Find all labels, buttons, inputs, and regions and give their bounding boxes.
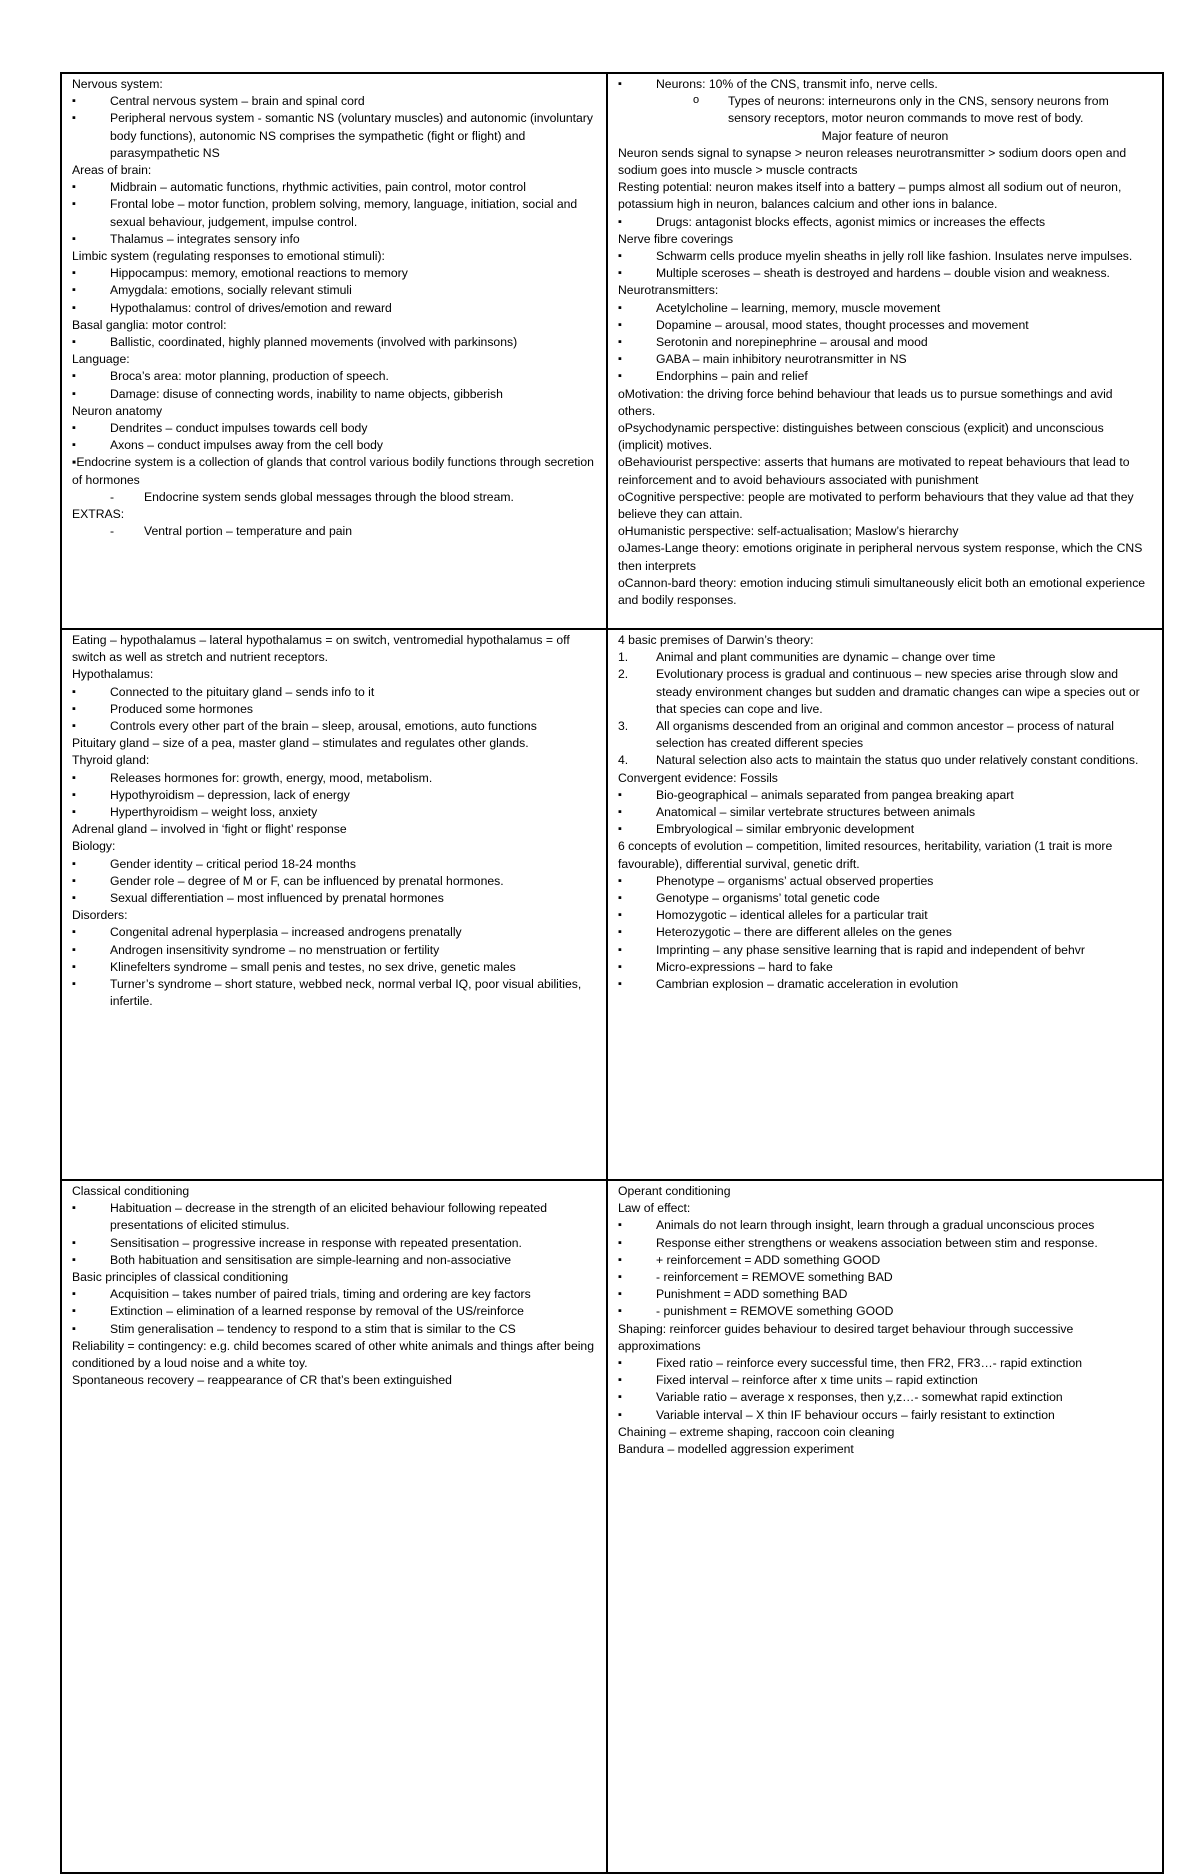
bullet-item bbox=[618, 368, 1152, 385]
bullet-item bbox=[72, 770, 596, 787]
cell-neurons-motivation bbox=[607, 73, 1163, 629]
bullet-item bbox=[72, 300, 596, 317]
note-text: Embryological – similar embryonic development bbox=[656, 822, 915, 837]
note-text: Sensitisation – progressive increase in response with repeated presentation. bbox=[110, 1235, 522, 1250]
note-text: oMotivation: the driving force behind behaviour that leads us to pursue somethings and avid others. bbox=[618, 386, 1113, 418]
note-text: oHumanistic perspective: self-actualisation; Maslow’s hierarchy bbox=[618, 524, 959, 539]
note-text: Genotype – organisms’ total genetic code bbox=[656, 891, 880, 906]
note-heading bbox=[72, 1183, 596, 1200]
note-heading bbox=[72, 735, 596, 752]
note-text: Serotonin and norepinephrine – arousal and mood bbox=[656, 335, 928, 350]
note-text: Neuron anatomy bbox=[72, 403, 163, 418]
item-number: 3. bbox=[618, 719, 629, 734]
note-text: Damage: disuse of connecting words, inability to name objects, gibberish bbox=[110, 386, 503, 401]
item-number: 2. bbox=[618, 667, 629, 682]
note-text: Basic principles of classical conditioning bbox=[72, 1270, 289, 1285]
bullet-item bbox=[618, 1389, 1152, 1406]
numbered-item bbox=[618, 649, 1152, 666]
note-text: 6 concepts of evolution – competition, limited resources, heritability, variation (1 trait is more favourable), differential survival, genetic drift. bbox=[618, 839, 1113, 871]
cell-classical-conditioning bbox=[61, 1180, 607, 1873]
note-text: Major feature of neuron bbox=[821, 128, 949, 143]
note-text: oCannon-bard theory: emotion inducing stimuli simultaneously elicit both an emotional experience and bodily responses. bbox=[618, 575, 1146, 608]
note-heading bbox=[72, 821, 596, 838]
note-text: All organisms descended from an original and common ancestor – process of natural selection has created different species bbox=[656, 719, 1114, 751]
note-text: Variable ratio – average x responses, then y,z…- somewhat rapid extinction bbox=[656, 1390, 1063, 1405]
note-heading bbox=[72, 1338, 596, 1372]
bullet-item bbox=[72, 873, 596, 890]
bullet-item bbox=[618, 907, 1152, 924]
note-text: Hypothalamus: control of drives/emotion and reward bbox=[110, 300, 392, 315]
note-heading bbox=[72, 403, 596, 420]
note-text: Congenital adrenal hyperplasia – increased androgens prenatally bbox=[110, 925, 462, 940]
note-text: Fixed ratio – reinforce every successful time, then FR2, FR3…- rapid extinction bbox=[656, 1356, 1083, 1371]
bullet-item bbox=[618, 1286, 1152, 1303]
note-text: Releases hormones for: growth, energy, mood, metabolism. bbox=[110, 770, 433, 785]
numbered-item bbox=[618, 666, 1152, 718]
note-text: Axons – conduct impulses away from the cell body bbox=[110, 438, 383, 453]
note-text: Areas of brain: bbox=[72, 163, 152, 178]
note-text: Limbic system (regulating responses to emotional stimuli): bbox=[72, 249, 385, 264]
note-text: Gender identity – critical period 18-24 months bbox=[110, 856, 356, 871]
note-heading bbox=[72, 907, 596, 924]
note-heading bbox=[618, 1441, 1152, 1458]
bullet-item bbox=[72, 787, 596, 804]
note-heading bbox=[618, 1183, 1152, 1200]
note-text: Hypothyroidism – depression, lack of energy bbox=[110, 787, 350, 802]
note-text: Acquisition – takes number of paired trials, timing and ordering are key factors bbox=[110, 1287, 531, 1302]
numbered-item bbox=[618, 752, 1152, 769]
note-text: Klinefelters syndrome – small penis and testes, no sex drive, genetic males bbox=[110, 959, 516, 974]
bullet-item bbox=[618, 890, 1152, 907]
note-heading bbox=[618, 420, 1152, 454]
note-text: oPsychodynamic perspective: distinguishes between conscious (explicit) and unconscious (implicit) motives. bbox=[618, 421, 1104, 453]
note-text: Both habituation and sensitisation are simple-learning and non-associative bbox=[110, 1252, 512, 1267]
note-text: Shaping: reinforcer guides behaviour to desired target behaviour through successive approximations bbox=[618, 1321, 1074, 1353]
bullet-item bbox=[618, 1217, 1152, 1234]
note-text: Phenotype – organisms’ actual observed properties bbox=[656, 873, 934, 888]
note-text: Classical conditioning bbox=[72, 1184, 190, 1198]
note-text: Gender role – degree of M or F, can be influenced by prenatal hormones. bbox=[110, 873, 504, 888]
bullet-item bbox=[618, 1252, 1152, 1269]
note-heading bbox=[72, 838, 596, 855]
note-text: Schwarm cells produce myelin sheaths in jelly roll like fashion. Insulates nerve impulses. bbox=[656, 249, 1133, 264]
note-text: Stim generalisation – tendency to respond to a stim that is similar to the CS bbox=[110, 1321, 516, 1336]
bullet-item bbox=[72, 1303, 596, 1320]
note-text: Imprinting – any phase sensitive learning that is rapid and independent of behvr bbox=[656, 942, 1085, 957]
bullet-item bbox=[72, 684, 596, 701]
bullet-item bbox=[618, 942, 1152, 959]
bullet-item bbox=[72, 942, 596, 959]
note-heading bbox=[72, 162, 596, 179]
note-text: Neurotransmitters: bbox=[618, 283, 719, 298]
note-text: Central nervous system – brain and spinal cord bbox=[110, 94, 365, 109]
bullet-item bbox=[72, 1321, 596, 1338]
cell-nervous-system bbox=[61, 73, 607, 629]
sub-bullet-item bbox=[618, 93, 1152, 127]
note-text: Endorphins – pain and relief bbox=[656, 369, 808, 384]
bullet-item bbox=[618, 214, 1152, 231]
note-text: Ballistic, coordinated, highly planned movements (involved with parkinsons) bbox=[110, 335, 518, 350]
note-text: Disorders: bbox=[72, 908, 128, 923]
note-text: Produced some hormones bbox=[110, 701, 253, 716]
bullet-item bbox=[72, 334, 596, 351]
note-heading bbox=[72, 454, 596, 488]
note-text: Habituation – decrease in the strength of an elicited behaviour following repeated presentations of elicited stimulus. bbox=[110, 1201, 548, 1233]
note-text: Multiple sceroses – sheath is destroyed and hardens – double vision and weakness. bbox=[656, 266, 1110, 281]
note-text: Resting potential: neuron makes itself into a battery – pumps almost all sodium out of neuron, potassium high in neuron, balances calcium and other ions in balance. bbox=[618, 180, 1122, 212]
bullet-item bbox=[72, 93, 596, 110]
note-heading bbox=[72, 506, 596, 523]
bullet-item bbox=[72, 265, 596, 282]
cell-evolution bbox=[607, 629, 1163, 1180]
bullet-item bbox=[72, 1286, 596, 1303]
note-text: GABA – main inhibitory neurotransmitter in NS bbox=[656, 352, 907, 367]
note-text: Bandura – modelled aggression experiment bbox=[618, 1442, 854, 1457]
note-text: Eating – hypothalamus – lateral hypothalamus = on switch, ventromedial hypothalamus = off switch as well as stretch and nutrient receptors. bbox=[72, 633, 570, 665]
note-heading bbox=[618, 632, 1152, 649]
bullet-item bbox=[618, 76, 1152, 93]
bullet-item bbox=[72, 231, 596, 248]
note-text: Animals do not learn through insight, learn through a gradual unconscious proces bbox=[656, 1218, 1095, 1233]
note-heading bbox=[72, 752, 596, 769]
note-text: Basal ganglia: motor control: bbox=[72, 317, 227, 332]
numbered-item bbox=[618, 718, 1152, 752]
bullet-item bbox=[618, 317, 1152, 334]
note-text: Evolutionary process is gradual and continuous – new species arise through slow and steady environment changes but sudden and dramatic changes can wipe a species out or that species can cope and live. bbox=[656, 667, 1140, 716]
note-heading bbox=[72, 248, 596, 265]
note-heading bbox=[618, 145, 1152, 179]
note-text: - punishment = REMOVE something GOOD bbox=[656, 1304, 894, 1319]
note-text: Midbrain – automatic functions, rhythmic activities, pain control, motor control bbox=[110, 180, 526, 195]
note-heading bbox=[618, 282, 1152, 299]
note-text: Operant conditioning bbox=[618, 1184, 731, 1198]
note-heading bbox=[618, 523, 1152, 540]
bullet-item bbox=[72, 924, 596, 941]
bullet-item bbox=[618, 959, 1152, 976]
dash-item bbox=[72, 523, 596, 540]
bullet-item bbox=[618, 1372, 1152, 1389]
bullet-item bbox=[72, 976, 596, 1010]
bullet-item bbox=[618, 248, 1152, 265]
note-text: Hippocampus: memory, emotional reactions to memory bbox=[110, 266, 408, 281]
bullet-item bbox=[72, 804, 596, 821]
note-text: - reinforcement = REMOVE something BAD bbox=[656, 1270, 893, 1285]
bullet-item bbox=[618, 351, 1152, 368]
bullet-item bbox=[618, 1303, 1152, 1320]
note-text: Ventral portion – temperature and pain bbox=[144, 524, 353, 539]
note-text: oJames-Lange theory: emotions originate in peripheral nervous system response, which the CNS then interprets bbox=[618, 541, 1143, 573]
note-heading bbox=[618, 489, 1152, 523]
bullet-item bbox=[618, 265, 1152, 282]
bullet-item bbox=[618, 924, 1152, 941]
bullet-item bbox=[618, 334, 1152, 351]
note-text: + reinforcement = ADD something GOOD bbox=[656, 1252, 881, 1267]
note-heading bbox=[618, 179, 1152, 213]
note-text: Bio-geographical – animals separated from pangea breaking apart bbox=[656, 787, 1014, 802]
note-text: Dendrites – conduct impulses towards cell body bbox=[110, 421, 368, 436]
item-number: 1. bbox=[618, 650, 629, 665]
note-text: Adrenal gland – involved in ‘fight or flight’ response bbox=[72, 822, 347, 837]
note-text: Cambrian explosion – dramatic acceleration in evolution bbox=[656, 977, 959, 992]
bullet-item bbox=[72, 282, 596, 299]
bullet-item bbox=[618, 787, 1152, 804]
cell-hypothalamus-endocrine bbox=[61, 629, 607, 1180]
note-text: Thyroid gland: bbox=[72, 753, 150, 768]
note-heading bbox=[618, 838, 1152, 872]
note-text: Drugs: antagonist blocks effects, agonist mimics or increases the effects bbox=[656, 214, 1046, 229]
note-text: ▪Endocrine system is a collection of glands that control various bodily functions through secretion of hormones bbox=[72, 455, 594, 487]
note-text: Types of neurons: interneurons only in the CNS, sensory neurons from sensory receptors, motor neuron commands to move rest of body. bbox=[728, 94, 1109, 126]
bullet-item bbox=[618, 976, 1152, 993]
bullet-item bbox=[618, 300, 1152, 317]
bullet-item bbox=[72, 386, 596, 403]
bullet-item bbox=[72, 1235, 596, 1252]
note-text: Extinction – elimination of a learned response by removal of the US/reinforce bbox=[110, 1304, 524, 1319]
note-heading bbox=[618, 1321, 1152, 1355]
note-heading bbox=[618, 540, 1152, 574]
note-heading bbox=[618, 386, 1152, 420]
note-text: Neuron sends signal to synapse > neuron releases neurotransmitter > sodium doors open and sodium goes into muscle > muscle contracts bbox=[618, 145, 1127, 178]
note-text: Law of effect: bbox=[618, 1201, 691, 1216]
bullet-item bbox=[72, 196, 596, 230]
note-heading bbox=[618, 231, 1152, 248]
cell-operant-conditioning bbox=[607, 1180, 1163, 1873]
bullet-item bbox=[618, 804, 1152, 821]
note-text: Peripheral nervous system - somantic NS (voluntary muscles) and autonomic (involuntary body functions), autonomic NS comprises the sympathetic (fight or flight) and parasympathetic NS bbox=[110, 111, 593, 160]
note-text: EXTRAS: bbox=[72, 507, 125, 522]
note-text: Language: bbox=[72, 352, 130, 367]
bullet-item bbox=[618, 1269, 1152, 1286]
note-text: Endocrine system sends global messages through the blood stream. bbox=[144, 489, 514, 504]
note-heading bbox=[72, 1372, 596, 1389]
note-heading bbox=[618, 1200, 1152, 1217]
note-text: Turner’s syndrome – short stature, webbed neck, normal verbal IQ, poor visual abilities, infertile. bbox=[110, 977, 582, 1009]
dash-item bbox=[72, 489, 596, 506]
note-heading bbox=[618, 454, 1152, 488]
bullet-item bbox=[72, 856, 596, 873]
bullet-item bbox=[618, 1407, 1152, 1424]
note-text: Broca’s area: motor planning, production of speech. bbox=[110, 369, 389, 384]
note-heading bbox=[72, 1269, 596, 1286]
bullet-item bbox=[72, 1200, 596, 1234]
bullet-item bbox=[72, 1252, 596, 1269]
note-text: Hypothalamus: bbox=[72, 667, 154, 682]
bullet-item bbox=[72, 701, 596, 718]
note-text: Nerve fibre coverings bbox=[618, 231, 734, 246]
note-heading bbox=[72, 666, 596, 683]
bullet-item bbox=[72, 110, 596, 162]
note-heading bbox=[618, 770, 1152, 787]
note-text: Thalamus – integrates sensory info bbox=[110, 231, 300, 246]
note-text: Fixed interval – reinforce after x time units – rapid extinction bbox=[656, 1373, 978, 1388]
note-text: Variable interval – X thin IF behaviour occurs – fairly resistant to extinction bbox=[656, 1407, 1055, 1422]
bullet-item bbox=[72, 437, 596, 454]
item-number: 4. bbox=[618, 753, 629, 768]
note-text: Micro-expressions – hard to fake bbox=[656, 959, 833, 974]
note-text: Convergent evidence: Fossils bbox=[618, 770, 778, 785]
note-heading bbox=[72, 632, 596, 666]
note-heading bbox=[72, 317, 596, 334]
bullet-item bbox=[72, 420, 596, 437]
note-text: Spontaneous recovery – reappearance of CR that’s been extinguished bbox=[72, 1373, 452, 1388]
note-text: Nervous system: bbox=[72, 77, 163, 91]
note-text: Chaining – extreme shaping, raccoon coin cleaning bbox=[618, 1424, 895, 1439]
note-heading bbox=[618, 575, 1152, 609]
note-heading bbox=[72, 351, 596, 368]
bullet-item bbox=[618, 821, 1152, 838]
bullet-item bbox=[618, 1235, 1152, 1252]
note-text: Amygdala: emotions, socially relevant stimuli bbox=[110, 283, 352, 298]
note-text: oCognitive perspective: people are motivated to perform behaviours that they value ad that they believe they can attain. bbox=[618, 489, 1134, 522]
bullet-item bbox=[618, 873, 1152, 890]
note-heading bbox=[618, 1424, 1152, 1441]
note-text: Acetylcholine – learning, memory, muscle movement bbox=[656, 300, 941, 315]
note-text: 4 basic premises of Darwin’s theory: bbox=[618, 633, 814, 647]
note-text: Punishment = ADD something BAD bbox=[656, 1287, 848, 1302]
note-text: Homozygotic – identical alleles for a particular trait bbox=[656, 908, 928, 923]
note-text: oBehaviourist perspective: asserts that humans are motivated to repeat behaviours that lead to reinforcement and to avoid behaviours associated with punishment bbox=[618, 455, 1130, 487]
note-text: Neurons: 10% of the CNS, transmit info, nerve cells. bbox=[656, 77, 938, 91]
bullet-item bbox=[72, 959, 596, 976]
notes-grid bbox=[60, 72, 1164, 1874]
note-text: Pituitary gland – size of a pea, master gland – stimulates and regulates other glands. bbox=[72, 736, 529, 751]
note-text: Androgen insensitivity syndrome – no menstruation or fertility bbox=[110, 942, 440, 957]
note-text: Connected to the pituitary gland – sends info to it bbox=[110, 684, 375, 699]
bullet-item bbox=[72, 179, 596, 196]
bullet-item bbox=[72, 890, 596, 907]
note-text: Animal and plant communities are dynamic – change over time bbox=[656, 650, 996, 665]
note-text: Natural selection also acts to maintain the status quo under relatively constant conditions. bbox=[656, 753, 1139, 768]
note-text: Frontal lobe – motor function, problem solving, memory, language, initiation, social and sexual behaviour, judgement, impulse control. bbox=[110, 197, 578, 229]
bullet-item bbox=[72, 718, 596, 735]
bullet-item bbox=[618, 1355, 1152, 1372]
centered-note bbox=[618, 128, 1152, 145]
note-text: Reliability = contingency: e.g. child becomes scared of other white animals and things after being conditioned by a loud noise and a white toy. bbox=[72, 1338, 594, 1371]
note-text: Controls every other part of the brain – sleep, arousal, emotions, auto functions bbox=[110, 719, 537, 734]
note-text: Biology: bbox=[72, 839, 116, 854]
note-text: Hyperthyroidism – weight loss, anxiety bbox=[110, 805, 318, 820]
note-heading bbox=[72, 76, 596, 93]
note-text: Dopamine – arousal, mood states, thought processes and movement bbox=[656, 317, 1029, 332]
note-text: Sexual differentiation – most influenced by prenatal hormones bbox=[110, 891, 444, 906]
note-text: Heterozygotic – there are different alleles on the genes bbox=[656, 925, 952, 940]
note-text: Anatomical – similar vertebrate structures between animals bbox=[656, 805, 976, 820]
note-text: Response either strengthens or weakens association between stim and response. bbox=[656, 1235, 1098, 1250]
bullet-item bbox=[72, 368, 596, 385]
